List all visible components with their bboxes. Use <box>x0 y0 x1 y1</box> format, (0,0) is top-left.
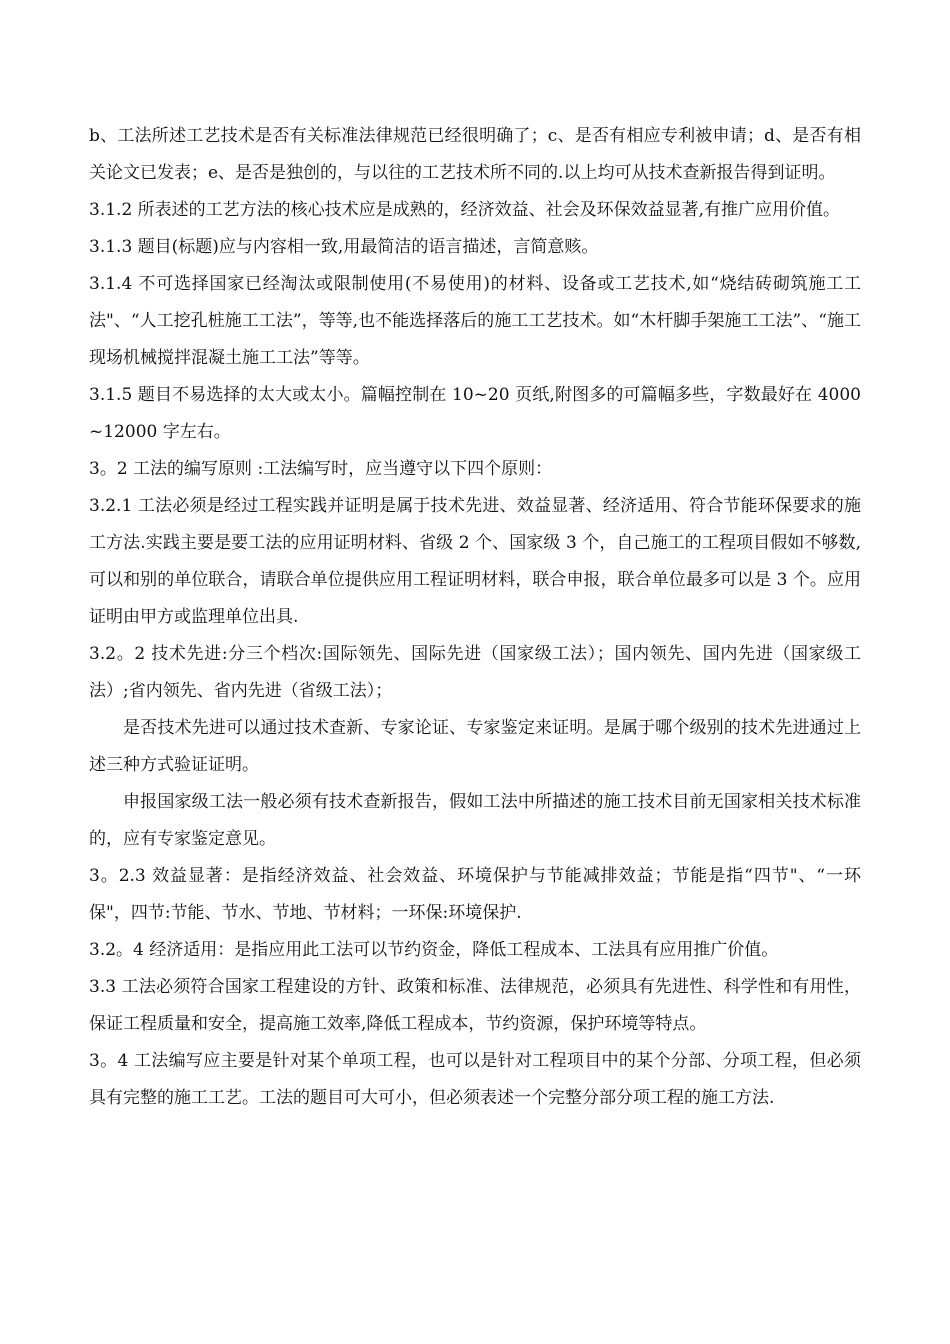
document-page <box>89 118 861 1117</box>
paragraph-3-2-1: 3.2.1 工法必须是经过工程实践并证明是属于技术先进、效益显著、经济适用、符合节能环保要求的施工方法.实践主要是要工法的应用证明材料、省级 2 个、国家级 3 个，自己施工的工程项目假如不够数,可以和别的单位联合，请联合单位提供应用工程证明材料，联合申报，联合单位最多可以是 3 个。应用证明由甲方或监理单位出具. <box>89 496 861 627</box>
paragraph-3-4: 3。4 工法编写应主要是针对某个单项工程，也可以是针对工程项目中的某个分部、分项工程，但必须具有完整的施工工艺。工法的题目可大可小，但必须表述一个完整分部分项工程的施工方法. <box>89 1051 861 1108</box>
paragraph-3-3: 3.3 工法必须符合国家工程建设的方针、政策和标准、法律规范，必须具有先进性、科学性和有用性，保证工程质量和安全，提高施工效率,降低工程成本，节约资源，保护环境等特点。 <box>89 977 861 1034</box>
paragraph-3-2-2: 3.2。2 技术先进:分三个档次:国际领先、国际先进（国家级工法）；国内领先、国内先进（国家级工法）;省内领先、省内先进（省级工法）； <box>89 644 861 701</box>
section-heading-3-2: 3。2 工法的编写原则 :工法编写时，应当遵守以下四个原则： <box>89 459 553 479</box>
paragraph-3-1-2: 3.1.2 所表述的工艺方法的核心技术应是成熟的，经济效益、社会及环保效益显著,有推广应用价值。 <box>89 200 841 220</box>
paragraph-3-1-3: 3.1.3 题目(标题)应与内容相一致,用最简洁的语言描述，言简意赅。 <box>89 237 599 257</box>
paragraph-national-application: 申报国家级工法一般必须有技术查新报告，假如工法中所描述的施工技术目前无国家相关技术标准的，应有专家鉴定意见。 <box>89 792 861 849</box>
paragraph-tech-verification: 是否技术先进可以通过技术查新、专家论证、专家鉴定来证明。是属于哪个级别的技术先进通过上述三种方式验证证明。 <box>89 718 861 775</box>
paragraph-3-1-4: 3.1.4 不可选择国家已经淘汰或限制使用(不易使用)的材料、设备或工艺技术,如“烧结砖砌筑施工工法"、“人工挖孔桩施工工法”，等等,也不能选择落后的施工工艺技术。如“木杆脚手架施工工法”、“施工现场机械搅拌混凝土施工工法”等等。 <box>89 274 861 368</box>
paragraph-3-2-3: 3。2.3 效益显著：是指经济效益、社会效益、环境保护与节能减排效益；节能是指“四节"、“一环保"，四节:节能、节水、节地、节材料；一环保:环境保护. <box>89 866 861 923</box>
paragraph-criteria-b-e: b、工法所述工艺技术是否有关标准法律规范已经很明确了；c、是否有相应专利被申请；d、是否有相关论文已发表；e、是否是独创的，与以往的工艺技术所不同的.以上均可从技术查新报告得到证明。 <box>89 126 861 183</box>
paragraph-3-2-4: 3.2。4 经济适用：是指应用此工法可以节约资金，降低工程成本、工法具有应用推广价值。 <box>89 940 779 960</box>
paragraph-3-1-5: 3.1.5 题目不易选择的太大或太小。篇幅控制在 10~20 页纸,附图多的可篇幅多些，字数最好在 4000~12000 字左右。 <box>89 385 861 442</box>
